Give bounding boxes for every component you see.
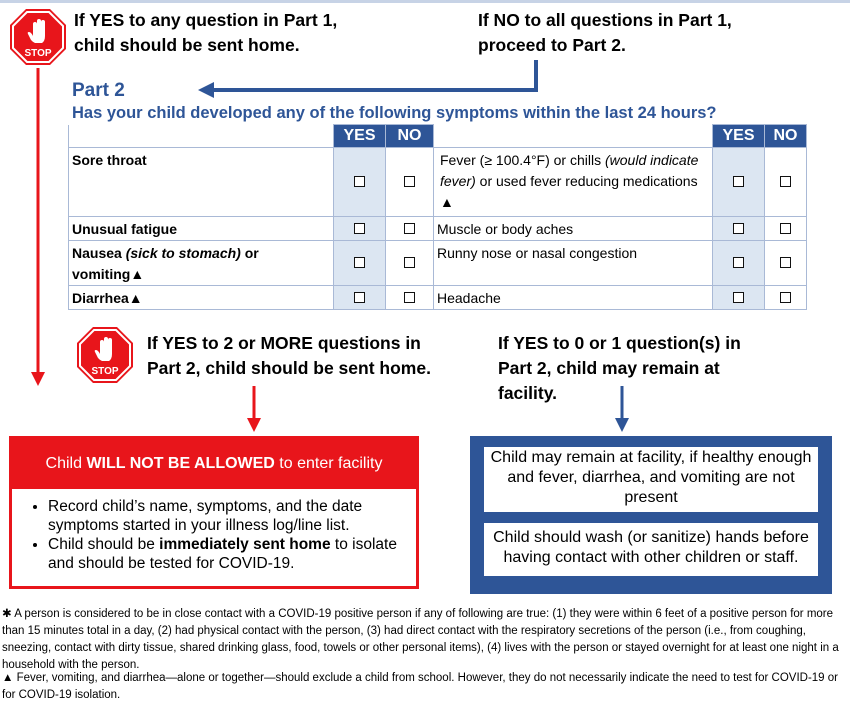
stop-label: STOP bbox=[24, 48, 52, 59]
stop-label: STOP bbox=[91, 366, 119, 377]
checkbox-diarrhea-yes[interactable] bbox=[354, 292, 365, 303]
checkbox-fatigue-yes[interactable] bbox=[354, 223, 365, 234]
checkbox-headache-no[interactable] bbox=[780, 292, 791, 303]
checkbox-fever-yes[interactable] bbox=[733, 176, 744, 187]
checkbox-fever-no[interactable] bbox=[780, 176, 791, 187]
header-blank bbox=[434, 125, 713, 148]
footnote-close-contact: ✱ A person is considered to be in close contact with a COVID-19 positive person if any of following are true: (1) they were within 6 feet of a positive person for more than 15 minutes total in a day, (2) had physical contact with the person, (3) had direct contact with the respiratory secretions of the person (i.e., from coughing, sneezing, contact with dirty tissue, shared drinking glass, food, towels or other personal items), (4) lives with the person or stayed overnight for at least one night in a household with the person. bbox=[2, 608, 839, 671]
arrow-part2-remain-head bbox=[615, 418, 629, 432]
part2-question: Has your child developed any of the following symptoms within the last 24 hours? bbox=[72, 104, 717, 122]
symptom-diarrhea: Diarrhea▲ bbox=[69, 286, 334, 310]
header-yes-right: YES bbox=[713, 125, 765, 148]
checkbox-sore-throat-no[interactable] bbox=[404, 176, 415, 187]
not-allowed-item: • Record child’s name, symptoms, and the date symptoms started in your illness log/line list. bbox=[48, 497, 416, 535]
arrow-to-part2-head bbox=[198, 82, 214, 98]
part2-yes-instruction: If YES to 2 or MORE questions in Part 2, child should be sent home. bbox=[147, 333, 431, 378]
checkbox-diarrhea-no[interactable] bbox=[404, 292, 415, 303]
may-remain-item: Child should wash (or sanitize) hands before having contact with other children or staff. bbox=[483, 522, 819, 577]
footnote-fever: ▲ Fever, vomiting, and diarrhea—alone or together—should exclude a child from school. However, they do not necessarily indicate the need to test for COVID-19 or for COVID-19 isolation. bbox=[2, 672, 838, 701]
arrow-part2-sent-home-head bbox=[247, 418, 261, 432]
header-yes-left: YES bbox=[334, 125, 386, 148]
checkbox-nausea-no[interactable] bbox=[404, 257, 415, 268]
checkbox-runny-nose-yes[interactable] bbox=[733, 257, 744, 268]
symptom-fatigue: Unusual fatigue bbox=[69, 217, 334, 241]
stop-sign-icon bbox=[76, 326, 134, 384]
header-no-right: NO bbox=[765, 125, 807, 148]
checkbox-headache-yes[interactable] bbox=[733, 292, 744, 303]
symptom-sore-throat: Sore throat bbox=[69, 148, 334, 217]
header-no-left: NO bbox=[386, 125, 434, 148]
symptom-headache: Headache bbox=[434, 286, 713, 310]
table-row bbox=[69, 148, 807, 217]
part1-no-instruction: If NO to all questions in Part 1, proceed to Part 2. bbox=[478, 10, 732, 55]
arrow-part1-sent-home-head bbox=[31, 372, 45, 386]
symptom-table bbox=[68, 124, 807, 310]
table-header-row bbox=[69, 125, 807, 148]
may-remain-item: Child may remain at facility, if healthy enough and fever, diarrhea, and vomiting are not present bbox=[483, 446, 819, 513]
checkbox-muscle-aches-yes[interactable] bbox=[733, 223, 744, 234]
symptom-nausea: Nausea (sick to stomach) or vomiting▲ bbox=[69, 241, 334, 286]
checkbox-muscle-aches-no[interactable] bbox=[780, 223, 791, 234]
table-row bbox=[69, 241, 807, 286]
not-allowed-heading: Child WILL NOT BE ALLOWED to enter facility bbox=[12, 439, 416, 489]
header-blank bbox=[69, 125, 334, 148]
may-remain-box bbox=[470, 436, 832, 594]
not-allowed-item: • Child should be immediately sent home to isolate and should be tested for COVID-19. bbox=[48, 535, 416, 573]
symptom-runny-nose: Runny nose or nasal congestion bbox=[434, 241, 713, 286]
symptom-muscle-aches: Muscle or body aches bbox=[434, 217, 713, 241]
symptom-fever: Fever (≥ 100.4°F) or chills (would indicate fever) or used fever reducing medications ▲ bbox=[434, 148, 713, 217]
checkbox-runny-nose-no[interactable] bbox=[780, 257, 791, 268]
table-row bbox=[69, 217, 807, 241]
part2-no-instruction: If YES to 0 or 1 question(s) in Part 2, child may remain at facility. bbox=[498, 333, 741, 403]
arrow-to-part2 bbox=[210, 60, 536, 90]
part2-title: Part 2 bbox=[72, 80, 125, 101]
table-row bbox=[69, 286, 807, 310]
not-allowed-box bbox=[9, 436, 419, 589]
part1-yes-instruction: If YES to any question in Part 1, child should be sent home. bbox=[74, 10, 338, 55]
checkbox-nausea-yes[interactable] bbox=[354, 257, 365, 268]
checkbox-fatigue-no[interactable] bbox=[404, 223, 415, 234]
checkbox-sore-throat-yes[interactable] bbox=[354, 176, 365, 187]
